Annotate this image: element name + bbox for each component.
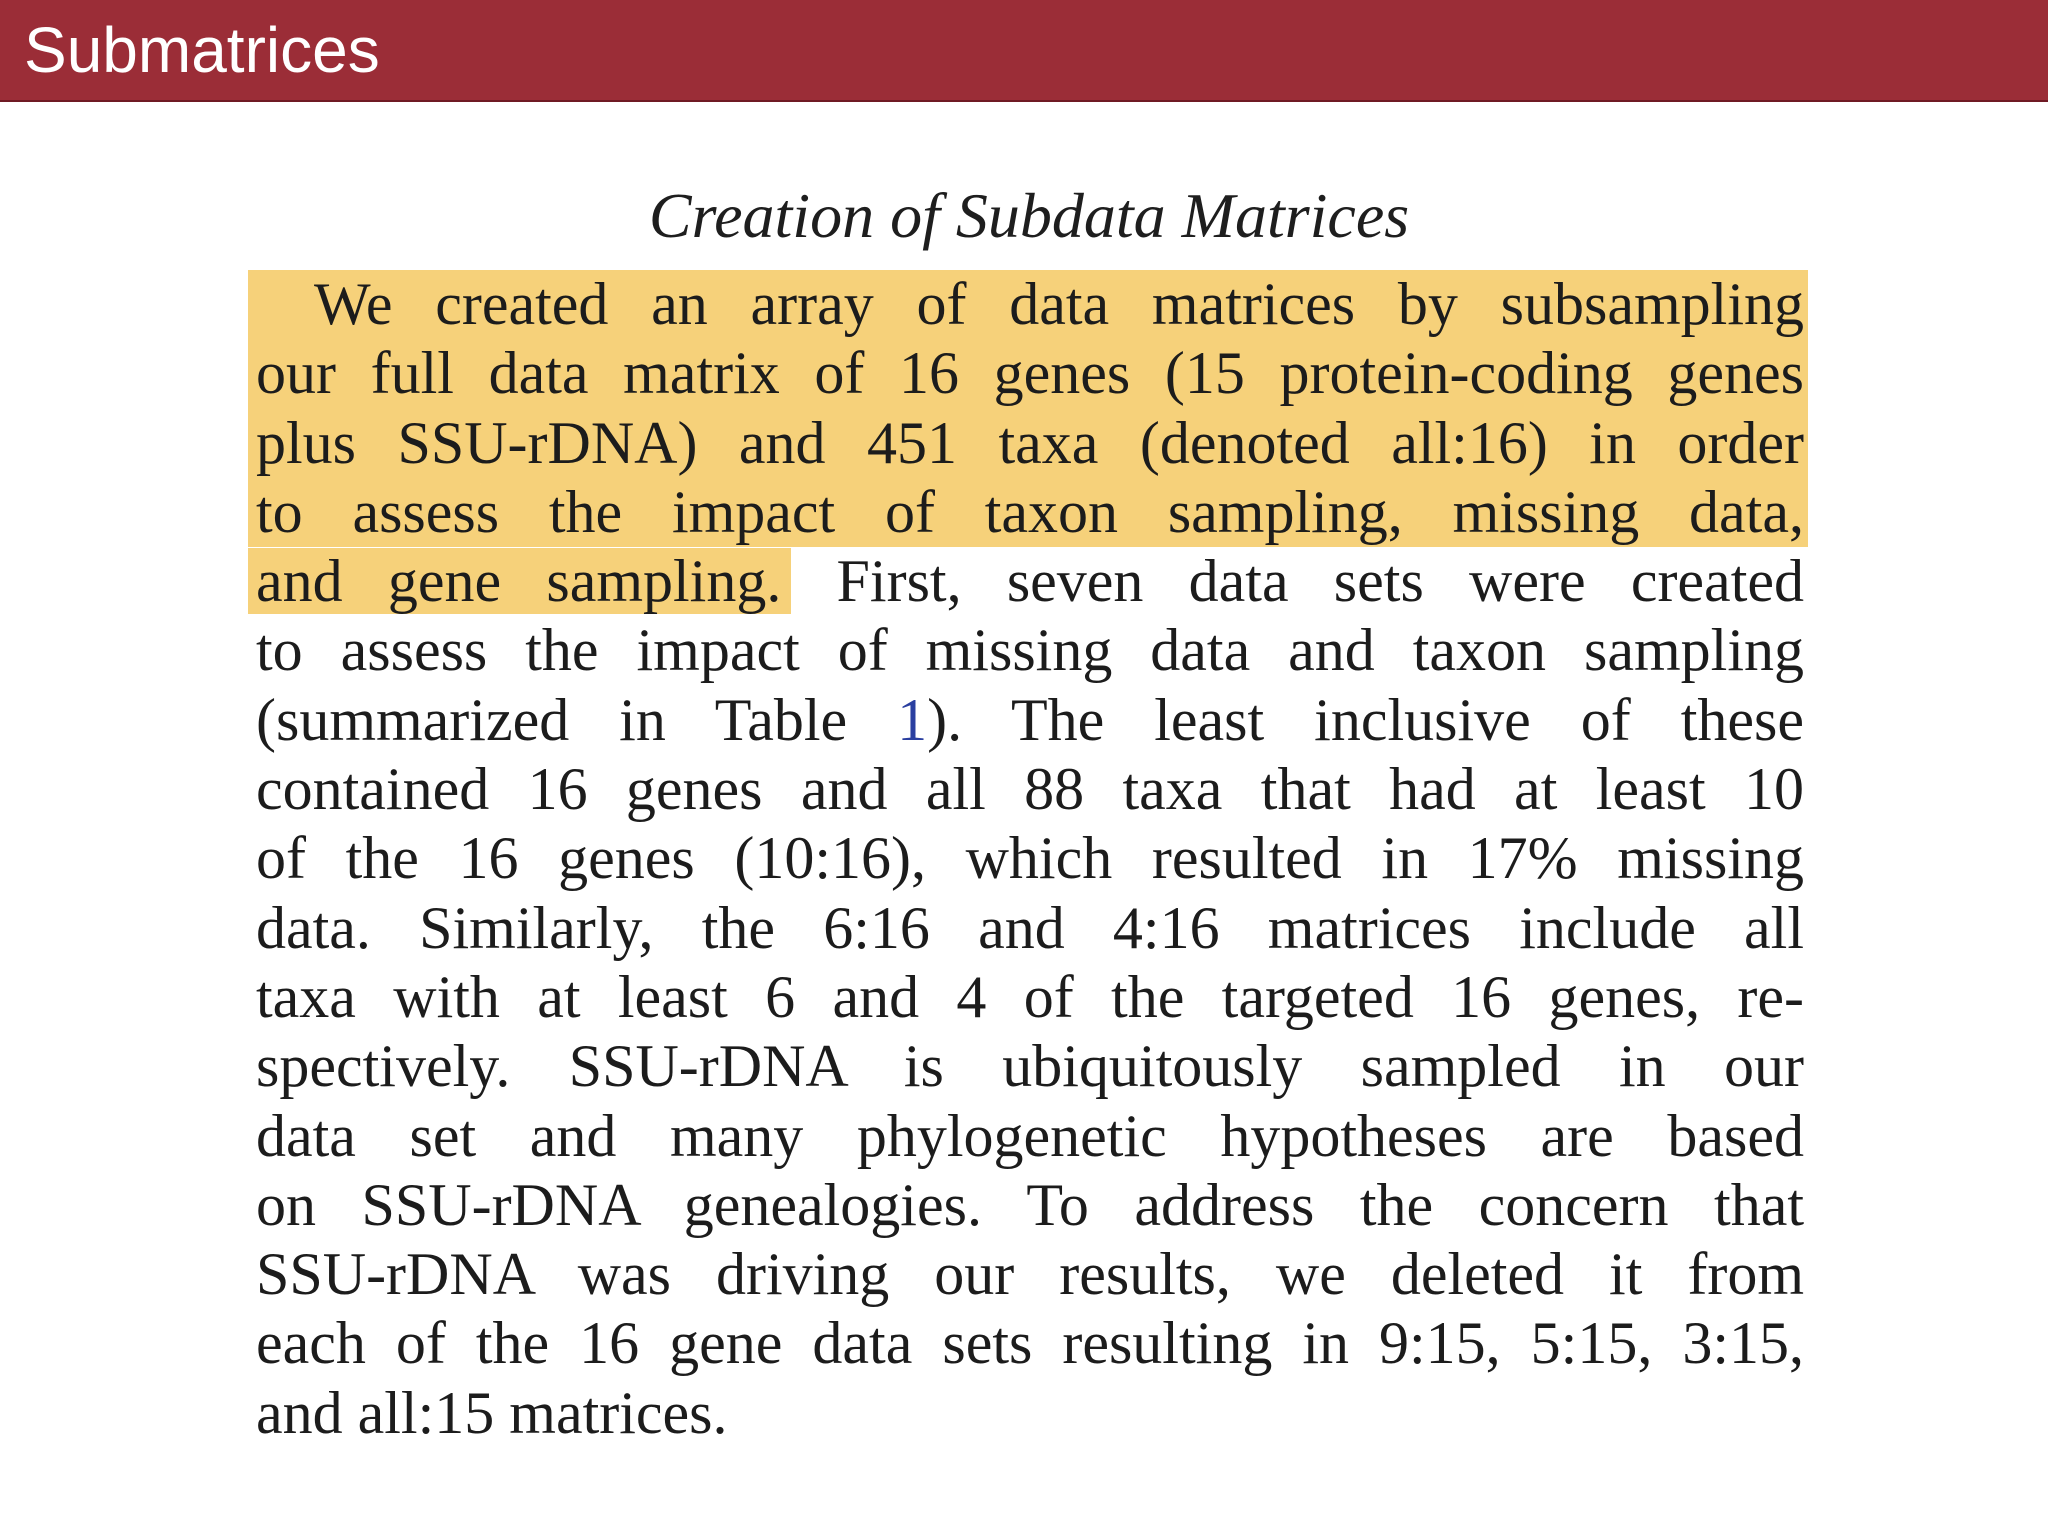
text-line: taxa with at least 6 and 4 of the targeted 16 genes, re- <box>256 963 1804 1030</box>
text-line <box>256 686 1804 755</box>
text-line: data set and many phylogenetic hypotheses are based <box>256 1102 1804 1169</box>
text-line: contained 16 genes and all 88 taxa that had at least 10 <box>256 756 1804 823</box>
text-segment: First, seven data sets were created <box>791 548 1804 615</box>
text-line <box>256 547 1804 616</box>
text-line-highlighted: plus SSU-rDNA) and 451 taxa (denoted all:16) in order <box>248 409 1808 478</box>
section-heading: Creation of Subdata Matrices <box>648 180 1410 251</box>
paragraph <box>256 270 1804 1448</box>
text-segment: (summarized in Table <box>256 686 898 753</box>
text-line: of the 16 genes (10:16), which resulted in 17% missing <box>256 825 1804 892</box>
table-reference-link[interactable]: 1 <box>897 686 928 753</box>
text-line: and all:15 matrices. <box>256 1379 728 1446</box>
text-segment: ). The least inclusive of these <box>927 686 1804 753</box>
slide-title: Submatrices <box>24 14 380 86</box>
text-line: spectively. SSU-rDNA is ubiquitously sampled in our <box>256 1033 1804 1100</box>
text-line-highlighted: our full data matrix of 16 genes (15 protein-coding genes <box>248 339 1808 408</box>
text-line: each of the 16 gene data sets resulting in 9:15, 5:15, 3:15, <box>256 1310 1804 1377</box>
text-line: SSU-rDNA was driving our results, we deleted it from <box>256 1241 1804 1308</box>
slide-header <box>0 0 2048 102</box>
text-line-highlighted: to assess the impact of taxon sampling, missing data, <box>248 478 1808 547</box>
highlighted-phrase: and gene sampling. <box>248 548 791 614</box>
text-line: on SSU-rDNA genealogies. To address the concern that <box>256 1171 1804 1238</box>
text-line-highlighted: We created an array of data matrices by subsampling <box>248 270 1808 339</box>
text-line: to assess the impact of missing data and taxon sampling <box>256 617 1804 684</box>
text-line: data. Similarly, the 6:16 and 4:16 matrices include all <box>256 894 1804 961</box>
